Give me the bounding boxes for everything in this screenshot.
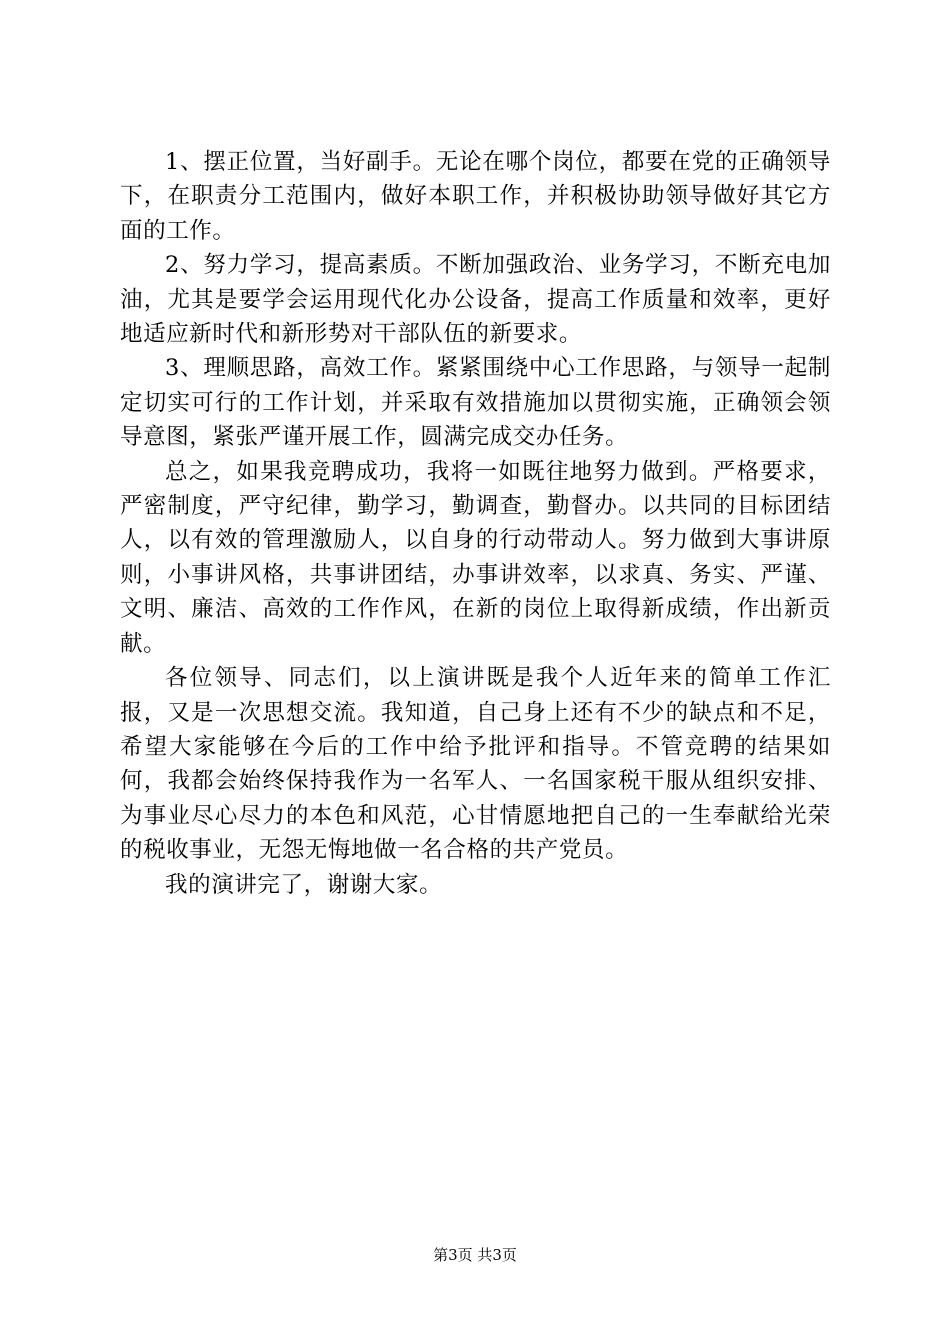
paragraph-closing-remarks: 各位领导、同志们，以上演讲既是我个人近年来的简单工作汇报，又是一次思想交流。我知道，自己身上还有不少的缺点和不足，希望大家能够在今后的工作中给予批评和指导。不管竞聘的结果如何，我都会始终保持我作为一名军人、一名国家税干服从组织安排、为事业尽心尽力的本色和风范，心甘情愿地把自己的一生奉献给光荣的税收事业，无怨无悔地做一名合格的共产党员。 [120,665,831,864]
document-body [120,145,831,902]
paragraph-summary: 总之，如果我竞聘成功，我将一如既往地努力做到。严格要求，严密制度，严守纪律，勤学习，勤调查，勤督办。以共同的目标团结人，以有效的管理激励人，以自身的行动带动人。努力做到大事讲原则，小事讲风格，共事讲团结，办事讲效率，以求真、务实、严谨、文明、廉洁、高效的工作作风，在新的岗位上取得新成绩，作出新贡献。 [120,458,831,657]
page-number-footer: 第3页 共3页 [433,1246,517,1264]
paragraph-point-2: 2、努力学习，提高素质。不断加强政治、业务学习，不断充电加油，尤其是要学会运用现代化办公设备，提高工作质量和效率，更好地适应新时代和新形势对干部队伍的新要求。 [120,252,831,348]
paragraph-thanks: 我的演讲完了，谢谢大家。 [165,871,443,898]
paragraph-point-1: 1、摆正位置，当好副手。无论在哪个岗位，都要在党的正确领导下，在职责分工范围内，做好本职工作，并积极协助领导做好其它方面的工作。 [120,149,831,244]
paragraph-point-3: 3、理顺思路，高效工作。紧紧围绕中心工作思路，与领导一起制定切实可行的工作计划，并采取有效措施加以贯彻实施，正确领会领导意图，紧张严谨开展工作，圆满完成交办任务。 [120,355,831,451]
